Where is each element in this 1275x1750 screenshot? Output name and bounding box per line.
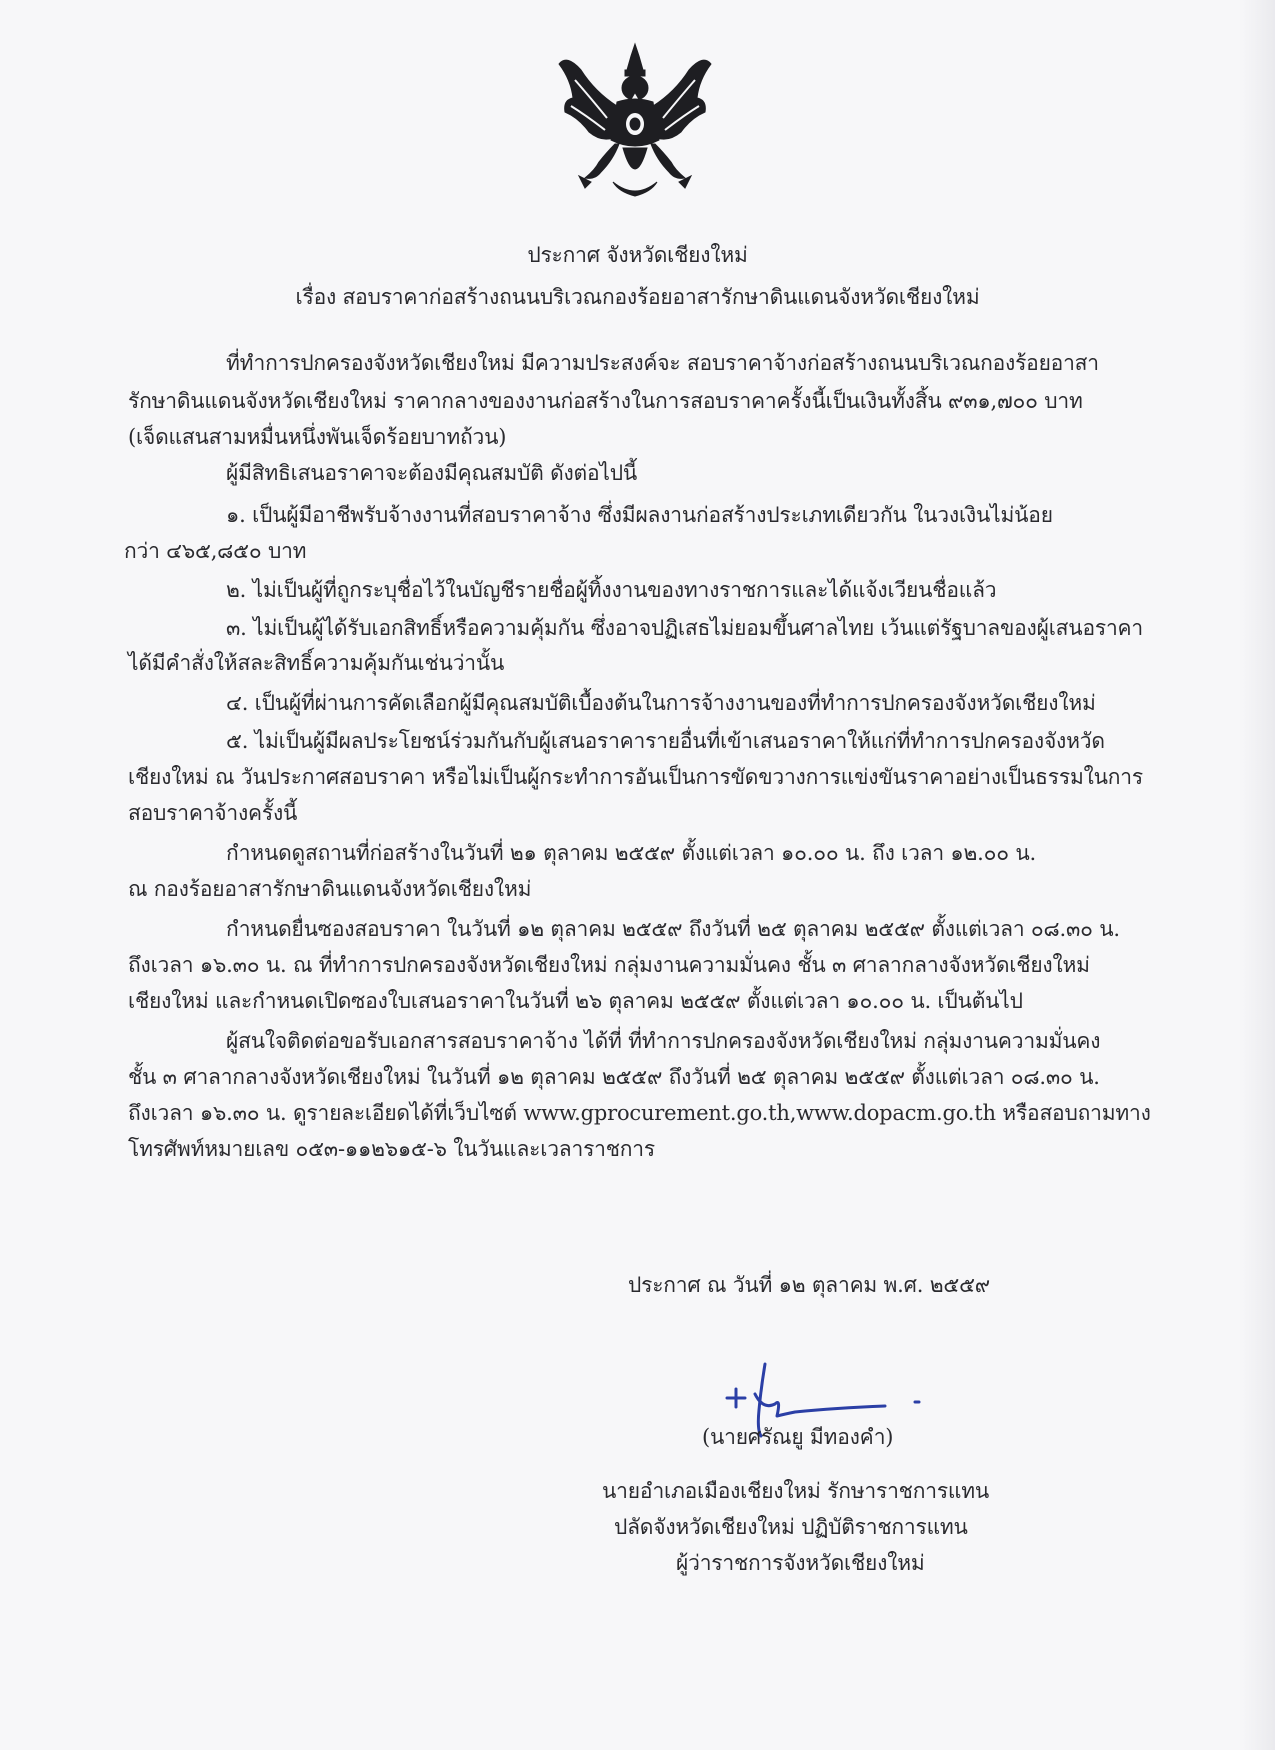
body-line: เชียงใหม่ ณ วันประกาศสอบราคา หรือไม่เป็นผู้กระทำการอันเป็นการขัดขวางการแข่งขันราคาอย่างเป็นธรรมในการ [128,765,1143,789]
qualification-4: ๔. เป็นผู้ที่ผ่านการคัดเลือกผู้มีคุณสมบัติเบื้องต้นในการจ้างงานของที่ทำการปกครองจังหวัดเชียงใหม่ [226,691,1096,715]
announcement-title: ประกาศ จังหวัดเชียงใหม่ [527,243,748,267]
announcement-date: ประกาศ ณ วันที่ ๑๒ ตุลาคม พ.ศ. ๒๕๕๙ [628,1273,990,1297]
qualification-5: ๕. ไม่เป็นผู้มีผลประโยชน์ร่วมกันกับผู้เสนอราคารายอื่นที่เข้าเสนอราคาให้แก่ที่ทำการปกครองจังหวัด [226,729,1105,753]
body-line: ชั้น ๓ ศาลากลางจังหวัดเชียงใหม่ ในวันที่ ๑๒ ตุลาคม ๒๕๕๙ ถึงวันที่ ๒๕ ตุลาคม ๒๕๕๙ ตั้งแต่เวลา ๐๘.๓๐ น. [128,1065,1100,1089]
body-line: ถึงเวลา ๑๖.๓๐ น. ณ ที่ทำการปกครองจังหวัดเชียงใหม่ กลุ่มงานความมั่นคง ชั้น ๓ ศาลากลางจังหวัดเชียงใหม่ [128,953,1090,977]
signer-position-2: ปลัดจังหวัดเชียงใหม่ ปฏิบัติราชการแทน [614,1515,968,1539]
website-line: ถึงเวลา ๑๖.๓๐ น. ดูรายละเอียดได้ที่เว็บไซต์ www.gprocurement.go.th,www.dopacm.go.th หรือสอบถามทาง [128,1101,1151,1125]
contact-line: ผู้สนใจติดต่อขอรับเอกสารสอบราคาจ้าง ได้ที่ ที่ทำการปกครองจังหวัดเชียงใหม่ กลุ่มงานความมั่นคง [226,1029,1101,1053]
body-line: ผู้มีสิทธิเสนอราคาจะต้องมีคุณสมบัติ ดังต่อไปนี้ [226,461,638,485]
body-line: ณ กองร้อยอาสารักษาดินแดนจังหวัดเชียงใหม่ [128,877,532,901]
garuda-emblem-icon [555,40,715,205]
signer-name: (นายศรัณยู มีทองคำ) [702,1425,894,1449]
qualification-1: ๑. เป็นผู้มีอาชีพรับจ้างงานที่สอบราคาจ้าง ซึ่งมีผลงานก่อสร้างประเภทเดียวกัน ในวงเงินไม่น้อย [226,503,1053,527]
body-line: (เจ็ดแสนสามหมื่นหนึ่งพันเจ็ดร้อยบาทถ้วน) [128,425,507,449]
qualification-3: ๓. ไม่เป็นผู้ได้รับเอกสิทธิ์หรือความคุ้มกัน ซึ่งอาจปฏิเสธไม่ยอมขึ้นศาลไทย เว้นแต่รัฐบาลของผู้เสนอราคา [226,616,1143,640]
body-line: สอบราคาจ้างครั้งนี้ [128,801,298,825]
qualification-2: ๒. ไม่เป็นผู้ที่ถูกระบุชื่อไว้ในบัญชีรายชื่อผู้ทิ้งงานของทางราชการและได้แจ้งเวียนชื่อแล้ว [226,578,997,602]
signer-position-1: นายอำเภอเมืองเชียงใหม่ รักษาราชการแทน [602,1479,990,1503]
phone-line: โทรศัพท์หมายเลข ๐๕๓-๑๑๒๖๑๕-๖ ในวันและเวลาราชการ [128,1137,655,1161]
site-visit-line: กำหนดดูสถานที่ก่อสร้างในวันที่ ๒๑ ตุลาคม ๒๕๕๙ ตั้งแต่เวลา ๑๐.๐๐ น. ถึง เวลา ๑๒.๐๐ น. [226,841,1036,865]
body-line: ได้มีคำสั่งให้สละสิทธิ์ความคุ้มกันเช่นว่านั้น [128,651,505,675]
submission-line: กำหนดยื่นซองสอบราคา ในวันที่ ๑๒ ตุลาคม ๒๕๕๙ ถึงวันที่ ๒๕ ตุลาคม ๒๕๕๙ ตั้งแต่เวลา ๐๘.๓๐ น. [226,917,1120,941]
body-line: รักษาดินแดนจังหวัดเชียงใหม่ ราคากลางของงานก่อสร้างในการสอบราคาครั้งนี้เป็นเงินทั้งสิ้น ๙๓๑,๗๐๐ บาท [128,389,1083,413]
body-line: ที่ทำการปกครองจังหวัดเชียงใหม่ มีความประสงค์จะ สอบราคาจ้างก่อสร้างถนนบริเวณกองร้อยอาสา [226,351,1099,375]
announcement-subject: เรื่อง สอบราคาก่อสร้างถนนบริเวณกองร้อยอาสารักษาดินแดนจังหวัดเชียงใหม่ [295,285,980,309]
body-line: กว่า ๔๖๕,๘๕๐ บาท [124,539,307,563]
signer-position-3: ผู้ว่าราชการจังหวัดเชียงใหม่ [676,1551,925,1575]
body-line: เชียงใหม่ และกำหนดเปิดซองใบเสนอราคาในวันที่ ๒๖ ตุลาคม ๒๕๕๙ ตั้งแต่เวลา ๑๐.๐๐ น. เป็นต้นไป [128,989,1023,1013]
